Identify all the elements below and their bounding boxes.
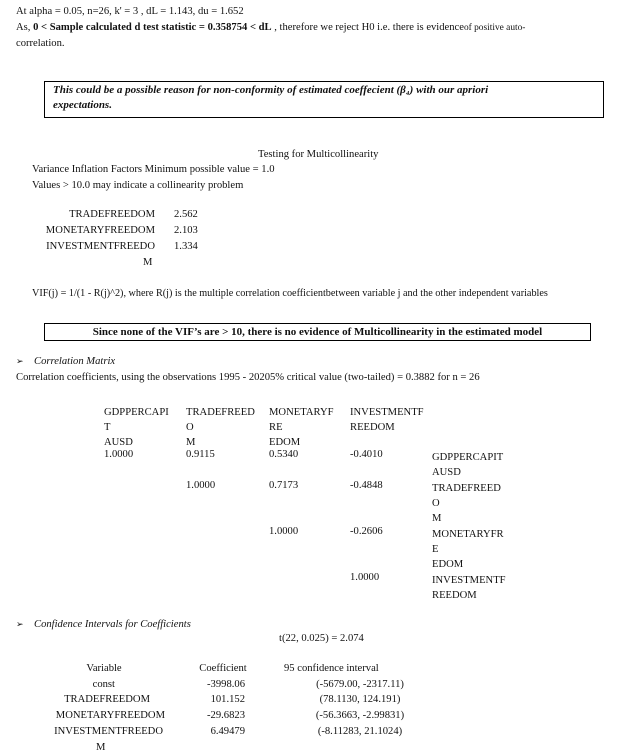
corr-cell: 1.0000 bbox=[269, 526, 299, 537]
corr-header-gdp-2: T bbox=[104, 422, 111, 433]
corr-row-label-line: MONETARYFR bbox=[432, 529, 504, 540]
ci-variable: const bbox=[92, 679, 115, 690]
vif-value-monetary: 2.103 bbox=[174, 225, 198, 236]
ci-interval: (-8.11283, 21.1024) bbox=[317, 726, 403, 737]
vif-value-trade: 2.562 bbox=[174, 209, 198, 220]
ci-col-coefficient: Coefficient bbox=[199, 663, 247, 674]
ci-variable-wrap: M bbox=[96, 742, 106, 753]
corr-row-label-line: TRADEFREED bbox=[432, 483, 501, 494]
note-line-1: This could be a possible reason for non-conformity of estimated coeffecient (β₄) with our apriori bbox=[53, 84, 489, 96]
ci-col-variable: Variable bbox=[86, 663, 122, 674]
corr-header-monetary-2: RE bbox=[269, 422, 283, 433]
multicollinearity-conclusion: Since none of the VIF’s are > 10, there is no evidence of Multicollinearity in the estimated model bbox=[92, 326, 543, 338]
vif-name-monetary: MONETARYFREEDOM bbox=[45, 225, 155, 236]
dw-prefix: As, bbox=[16, 22, 31, 33]
dw-conclusion-end: correlation. bbox=[16, 38, 65, 49]
ci-coefficient: 6.49479 bbox=[210, 726, 245, 737]
corr-header-gdp-1: GDPPERCAPI bbox=[104, 407, 169, 418]
corr-row-label-line: AUSD bbox=[432, 467, 461, 478]
vif-name-investment: INVESTMENTFREEDO bbox=[46, 241, 155, 252]
corr-row-label-investment bbox=[432, 573, 506, 603]
arrow-bullet-icon: ➢ bbox=[16, 620, 24, 630]
corr-row-label-line: EDOM bbox=[432, 559, 464, 570]
vif-threshold-line: Values > 10.0 may indicate a collinearity problem bbox=[32, 180, 244, 191]
corr-cell: -0.4848 bbox=[350, 480, 383, 491]
ci-variable: TRADEFREEDOM bbox=[64, 694, 150, 705]
vif-intro-line: Variance Inflation Factors Minimum possible value = 1.0 bbox=[32, 164, 275, 175]
multicollinearity-title: Testing for Multicollinearity bbox=[258, 149, 379, 160]
ci-interval: (-5679.00, -2317.11) bbox=[316, 679, 404, 690]
note-line-2: expectations. bbox=[53, 99, 112, 111]
t-critical-value: t(22, 0.025) = 2.074 bbox=[279, 633, 364, 644]
corr-row-label-line: INVESTMENTF bbox=[432, 575, 506, 586]
corr-row-label-line: M bbox=[432, 513, 442, 524]
dw-suffix-small: of positive auto- bbox=[463, 23, 526, 33]
ci-coefficient: 101.152 bbox=[210, 694, 245, 705]
corr-cell: -0.4010 bbox=[350, 449, 383, 460]
corr-row-label-line: GDPPERCAPIT bbox=[432, 452, 504, 463]
dw-suffix: , therefore we reject H0 i.e. there is evidence bbox=[274, 22, 464, 33]
corr-header-gdp bbox=[104, 405, 169, 450]
corr-header-investment bbox=[350, 405, 424, 435]
corr-cell: 1.0000 bbox=[186, 480, 216, 491]
corr-header-investment-2: REEDOM bbox=[350, 422, 395, 433]
corr-row-label-line: E bbox=[432, 544, 439, 555]
corr-cell: 0.7173 bbox=[269, 480, 299, 491]
corr-header-trade-3: M bbox=[186, 437, 196, 448]
ci-coefficient: -3998.06 bbox=[207, 679, 245, 690]
dw-statistic: 0 < Sample calculated d test statistic = 0.358754 < dL bbox=[33, 22, 272, 33]
corr-header-trade bbox=[186, 405, 255, 450]
corr-cell: 1.0000 bbox=[104, 449, 134, 460]
ci-interval: (-56.3663, -2.99831) bbox=[315, 710, 405, 721]
arrow-bullet-icon: ➢ bbox=[16, 357, 24, 367]
ci-interval: (78.1130, 124.191) bbox=[319, 694, 401, 705]
corr-cell: 0.9115 bbox=[186, 449, 215, 460]
corr-row-label-line: REEDOM bbox=[432, 590, 477, 601]
confidence-heading: Confidence Intervals for Coefficients bbox=[34, 619, 191, 630]
vif-name-wrap: M bbox=[143, 257, 153, 268]
corr-cell: -0.2606 bbox=[350, 526, 383, 537]
vif-formula: VIF(j) = 1/(1 - R(j)^2), where R(j) is the multiple correlation coefficientbetween variable j and the other independent variables bbox=[32, 288, 548, 299]
ci-coefficient: -29.6823 bbox=[207, 710, 245, 721]
corr-header-trade-2: O bbox=[186, 422, 194, 433]
ci-variable: INVESTMENTFREEDO bbox=[54, 726, 163, 737]
correlation-description: Correlation coefficients, using the observations 1995 - 20205% critical value (two-tailed) = 0.3882 for n = 26 bbox=[16, 372, 480, 383]
corr-cell: 0.5340 bbox=[269, 449, 299, 460]
corr-row-label-monetary bbox=[432, 527, 504, 572]
corr-row-label-trade bbox=[432, 481, 501, 526]
ci-variable: MONETARYFREEDOM bbox=[55, 710, 165, 721]
vif-value-investment: 1.334 bbox=[174, 241, 198, 252]
dw-critical-values: At alpha = 0.05, n=26, k' = 3 , dL = 1.143, du = 1.652 bbox=[16, 6, 244, 17]
dw-conclusion-line bbox=[16, 23, 525, 34]
corr-header-monetary-1: MONETARYF bbox=[269, 407, 334, 418]
corr-header-trade-1: TRADEFREED bbox=[186, 407, 255, 418]
corr-row-label-line: O bbox=[432, 498, 440, 509]
vif-name-trade: TRADEFREEDOM bbox=[69, 209, 155, 220]
corr-header-investment-1: INVESTMENTF bbox=[350, 407, 424, 418]
corr-header-gdp-3: AUSD bbox=[104, 437, 133, 448]
corr-header-monetary bbox=[269, 405, 334, 450]
corr-row-label-gdp bbox=[432, 450, 503, 480]
ci-col-interval: 95 confidence interval bbox=[284, 663, 379, 674]
corr-header-monetary-3: EDOM bbox=[269, 437, 301, 448]
corr-cell: 1.0000 bbox=[350, 572, 380, 583]
correlation-heading: Correlation Matrix bbox=[34, 356, 116, 367]
